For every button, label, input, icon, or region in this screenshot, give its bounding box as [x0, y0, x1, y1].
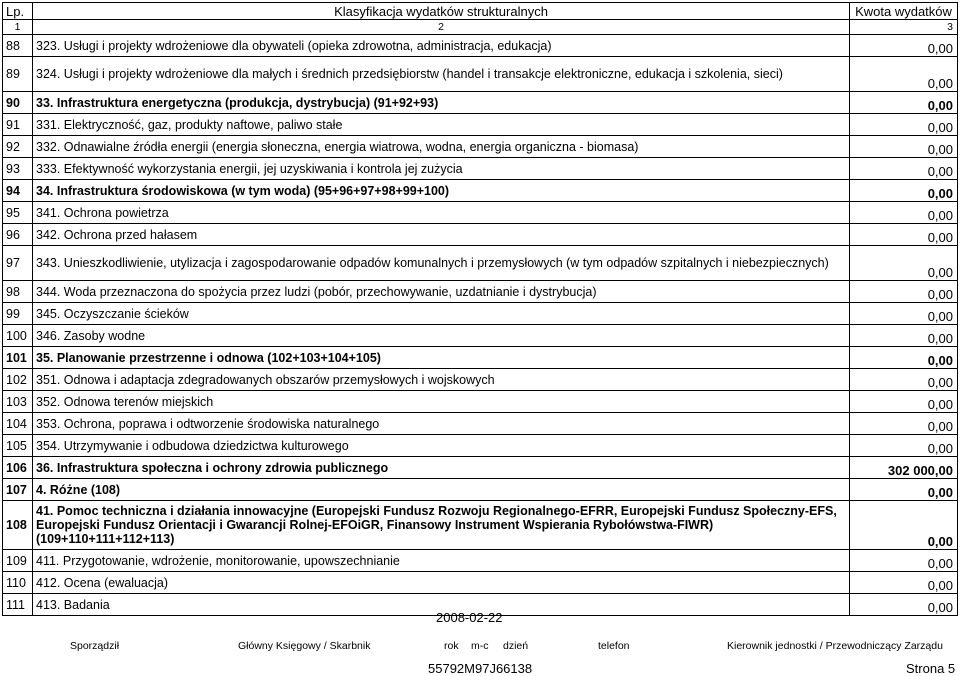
row-amount: 0,00: [850, 281, 958, 303]
row-amount: 0,00: [850, 413, 958, 435]
row-lp: 89: [3, 57, 33, 92]
row-lp: 109: [3, 550, 33, 572]
row-description: 343. Unieszkodliwienie, utylizacja i zagospodarowanie odpadów komunalnych i przemysłowych (w tym odpadów szpitalnych i niebezpiecznych): [33, 246, 850, 281]
month-label: m-c: [471, 640, 489, 652]
table-row: [3, 435, 958, 457]
row-description: 33. Infrastruktura energetyczna (produkcja, dystrybucja) (91+92+93): [33, 92, 850, 114]
row-amount: 0,00: [850, 35, 958, 57]
row-description: 323. Usługi i projekty wdrożeniowe dla obywateli (opieka zdrowotna, administracja, edukacja): [33, 35, 850, 57]
row-amount: 0,00: [850, 391, 958, 413]
row-amount: 0,00: [850, 369, 958, 391]
row-lp: 93: [3, 158, 33, 180]
row-amount: 0,00: [850, 202, 958, 224]
row-amount: 0,00: [850, 594, 958, 616]
prepared-by-label: Sporządził: [70, 640, 120, 652]
row-lp: 99: [3, 303, 33, 325]
row-lp: 95: [3, 202, 33, 224]
row-lp: 88: [3, 35, 33, 57]
header-amount: Kwota wydatków: [850, 3, 958, 20]
table-row: [3, 281, 958, 303]
table-row: [3, 501, 958, 550]
row-lp: 90: [3, 92, 33, 114]
row-lp: 94: [3, 180, 33, 202]
row-amount: 302 000,00: [850, 457, 958, 479]
table-row: [3, 479, 958, 501]
row-amount: 0,00: [850, 303, 958, 325]
row-amount: 0,00: [850, 325, 958, 347]
row-lp: 103: [3, 391, 33, 413]
chief-accountant-label: Główny Księgowy / Skarbnik: [238, 640, 371, 652]
row-amount: 0,00: [850, 347, 958, 369]
table-row: [3, 303, 958, 325]
row-lp: 110: [3, 572, 33, 594]
table-row: [3, 180, 958, 202]
row-amount: 0,00: [850, 246, 958, 281]
table-row: [3, 457, 958, 479]
row-amount: 0,00: [850, 57, 958, 92]
row-description: 342. Ochrona przed hałasem: [33, 224, 850, 246]
page-number: Strona 5: [906, 661, 956, 676]
year-label: rok: [444, 640, 459, 652]
row-amount: 0,00: [850, 224, 958, 246]
row-amount: 0,00: [850, 158, 958, 180]
header-lp: Lp.: [3, 3, 33, 20]
row-lp: 100: [3, 325, 33, 347]
table-row: [3, 114, 958, 136]
table-row: [3, 413, 958, 435]
row-lp: 98: [3, 281, 33, 303]
row-description: 333. Efektywność wykorzystania energii, jej uzyskiwania i kontrola jej zużycia: [33, 158, 850, 180]
row-amount: 0,00: [850, 114, 958, 136]
row-amount: 0,00: [850, 572, 958, 594]
row-amount: 0,00: [850, 479, 958, 501]
row-amount: 0,00: [850, 180, 958, 202]
column-number-1: 1: [3, 20, 33, 35]
table-row: [3, 158, 958, 180]
row-lp: 104: [3, 413, 33, 435]
row-lp: 111: [3, 594, 33, 616]
row-description: 36. Infrastruktura społeczna i ochrony zdrowia publicznego: [33, 457, 850, 479]
row-lp: 91: [3, 114, 33, 136]
table-row: [3, 369, 958, 391]
row-lp: 108: [3, 501, 33, 550]
row-description: 351. Odnowa i adaptacja zdegradowanych obszarów przemysłowych i wojskowych: [33, 369, 850, 391]
table-row: [3, 572, 958, 594]
expenditure-table: [2, 2, 958, 616]
table-row: [3, 347, 958, 369]
row-description: 352. Odnowa terenów miejskich: [33, 391, 850, 413]
row-lp: 107: [3, 479, 33, 501]
row-description: 331. Elektryczność, gaz, produkty naftowe, paliwo stałe: [33, 114, 850, 136]
row-description: 353. Ochrona, poprawa i odtworzenie środowiska naturalnego: [33, 413, 850, 435]
day-label: dzień: [503, 640, 529, 652]
row-lp: 102: [3, 369, 33, 391]
row-lp: 92: [3, 136, 33, 158]
row-description: 344. Woda przeznaczona do spożycia przez ludzi (pobór, przechowywanie, uzdatnianie i dystrybucja): [33, 281, 850, 303]
report-date: 2008-02-22: [436, 610, 503, 625]
row-description: 35. Planowanie przestrzenne i odnowa (102+103+104+105): [33, 347, 850, 369]
table-row: [3, 246, 958, 281]
row-description: 413. Badania: [33, 594, 850, 616]
row-description: 354. Utrzymywanie i odbudowa dziedzictwa kulturowego: [33, 435, 850, 457]
table-row: [3, 391, 958, 413]
row-description: 332. Odnawialne źródła energii (energia słoneczna, energia wiatrowa, wodna, energia organiczna - biomasa): [33, 136, 850, 158]
table-row: [3, 92, 958, 114]
row-amount: 0,00: [850, 92, 958, 114]
row-description: 4. Różne (108): [33, 479, 850, 501]
row-lp: 97: [3, 246, 33, 281]
table-row: [3, 57, 958, 92]
row-description: 34. Infrastruktura środowiskowa (w tym woda) (95+96+97+98+99+100): [33, 180, 850, 202]
column-number-3: 3: [850, 20, 958, 35]
table-row: [3, 325, 958, 347]
header-classification: Klasyfikacja wydatków strukturalnych: [33, 3, 850, 20]
row-lp: 96: [3, 224, 33, 246]
row-lp: 106: [3, 457, 33, 479]
phone-label: telefon: [598, 640, 630, 652]
head-of-unit-label: Kierownik jednostki / Przewodniczący Zarządu: [727, 640, 943, 652]
row-description: 346. Zasoby wodne: [33, 325, 850, 347]
row-description: 41. Pomoc techniczna i działania innowacyjne (Europejski Fundusz Rozwoju Regionalnego-EFRR, Europejski Fundusz Społeczny-EFS, Europejski Fundusz Orientacji i Gwarancji Rolnej-EFOiGR, Finansowy Instrument Wspierania Rybołówstwa-FIWR) (109+110+111+112+113): [33, 501, 850, 550]
row-description: 324. Usługi i projekty wdrożeniowe dla małych i średnich przedsiębiorstw (handel i transakcje elektroniczne, edukacja i szkolenia, sieci): [33, 57, 850, 92]
table-row: [3, 136, 958, 158]
row-description: 341. Ochrona powietrza: [33, 202, 850, 224]
table-row: [3, 224, 958, 246]
row-lp: 105: [3, 435, 33, 457]
row-amount: 0,00: [850, 435, 958, 457]
row-amount: 0,00: [850, 550, 958, 572]
table-row: [3, 202, 958, 224]
row-lp: 101: [3, 347, 33, 369]
document-code: 55792M97J66138: [428, 661, 533, 676]
row-description: 411. Przygotowanie, wdrożenie, monitorowanie, upowszechnianie: [33, 550, 850, 572]
row-amount: 0,00: [850, 136, 958, 158]
row-amount: 0,00: [850, 501, 958, 550]
row-description: 345. Oczyszczanie ścieków: [33, 303, 850, 325]
row-description: 412. Ocena (ewaluacja): [33, 572, 850, 594]
table-row: [3, 550, 958, 572]
table-row: [3, 35, 958, 57]
column-number-2: 2: [33, 20, 850, 35]
